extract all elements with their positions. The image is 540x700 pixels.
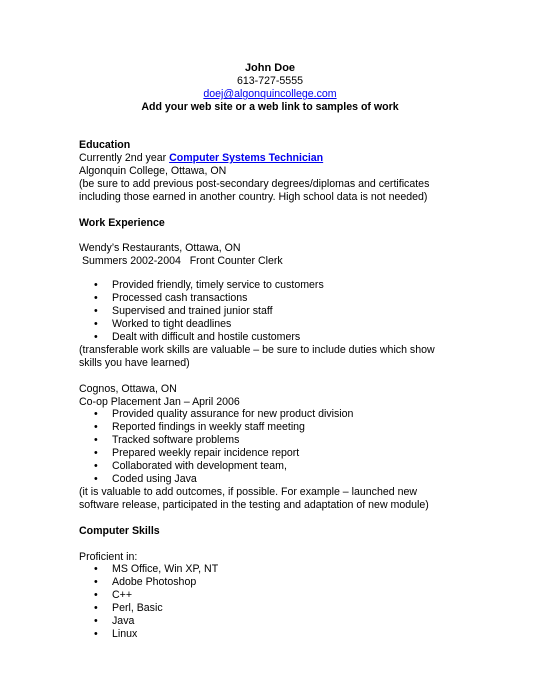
- job-employer: Cognos, Ottawa, ON: [79, 382, 177, 395]
- job-note-line1: (it is valuable to add outcomes, if possible. For example – launched new: [79, 485, 418, 498]
- bullet-icon: •: [94, 589, 98, 602]
- list-item: • MS Office, Win XP, NT: [94, 563, 219, 576]
- bullet-icon: •: [94, 330, 98, 343]
- list-item: • Linux: [94, 628, 138, 640]
- list-item: • Adobe Photoshop: [94, 576, 197, 589]
- education-college: Algonquin College, Ottawa, ON: [79, 164, 227, 177]
- job-duties-list: [79, 279, 499, 344]
- education-note-line2: including those earned in another country. High school data is not needed): [79, 190, 428, 203]
- education-current-prefix: Currently 2nd year: [79, 151, 167, 164]
- bullet-icon: •: [94, 615, 98, 628]
- job-entry: [79, 383, 499, 512]
- resume-header: [0, 62, 540, 114]
- education-note-line1: (be sure to add previous post-secondary degrees/diplomas and certificates: [79, 177, 430, 190]
- job-role: Co-op Placement Jan – April 2006: [79, 395, 240, 408]
- bullet-icon: •: [94, 460, 98, 473]
- skills-list: [79, 563, 499, 640]
- list-item: • Collaborated with development team,: [94, 460, 287, 473]
- bullet-icon: •: [94, 421, 98, 434]
- list-item: • Worked to tight deadlines: [94, 317, 232, 330]
- program-link[interactable]: Computer Systems Technician: [169, 151, 324, 164]
- list-item: • C++: [94, 589, 133, 602]
- list-item: • Processed cash transactions: [94, 292, 248, 305]
- applicant-name: John Doe: [244, 62, 296, 74]
- bullet-icon: •: [94, 602, 98, 615]
- bullet-icon: •: [94, 279, 98, 292]
- skills-intro: Proficient in:: [79, 550, 138, 563]
- bullet-icon: •: [94, 292, 98, 305]
- bullet-icon: •: [94, 408, 98, 421]
- bullet-icon: •: [94, 434, 98, 447]
- computer-skills-heading: Computer Skills: [79, 524, 160, 537]
- bullet-icon: •: [94, 305, 98, 318]
- list-item: • Dealt with difficult and hostile customers: [94, 330, 301, 343]
- list-item: • Reported findings in weekly staff meeting: [94, 421, 305, 434]
- web-link-note: Add your web site or a web link to samples of work: [141, 101, 399, 113]
- resume-body: [79, 139, 499, 641]
- list-item: • Tracked software problems: [94, 434, 240, 447]
- list-item: • Perl, Basic: [94, 602, 163, 615]
- education-current-line: [79, 152, 499, 165]
- bullet-icon: •: [94, 317, 98, 330]
- job-note-line1: (transferable work skills are valuable – be sure to include duties which show: [79, 343, 435, 356]
- education-heading: Education: [79, 139, 131, 151]
- job-note-line2: software release, participated in the testing and adaptation of new module): [79, 498, 429, 511]
- bullet-icon: •: [94, 576, 98, 589]
- applicant-email-link[interactable]: doej@algonquincollege.com: [203, 88, 337, 100]
- list-item: • Provided quality assurance for new product division: [94, 408, 354, 421]
- bullet-icon: •: [94, 472, 98, 485]
- bullet-icon: •: [94, 563, 98, 576]
- list-item: • Provided friendly, timely service to customers: [94, 279, 324, 292]
- list-item: • Prepared weekly repair incidence report: [94, 447, 300, 460]
- list-item: • Java: [94, 615, 135, 628]
- job-entry: [79, 242, 499, 369]
- bullet-icon: •: [94, 447, 98, 460]
- job-employer: Wendy’s Restaurants, Ottawa, ON: [79, 242, 241, 255]
- job-note-line2: skills you have learned): [79, 356, 190, 369]
- work-experience-heading: Work Experience: [79, 216, 165, 229]
- list-item: • Supervised and trained junior staff: [94, 305, 273, 318]
- job-duties-list: [79, 408, 499, 485]
- list-item: • Coded using Java: [94, 472, 197, 485]
- bullet-icon: •: [94, 628, 98, 640]
- applicant-phone: 613-727-5555: [237, 75, 303, 87]
- job-role: Summers 2002-2004 Front Counter Clerk: [79, 255, 283, 268]
